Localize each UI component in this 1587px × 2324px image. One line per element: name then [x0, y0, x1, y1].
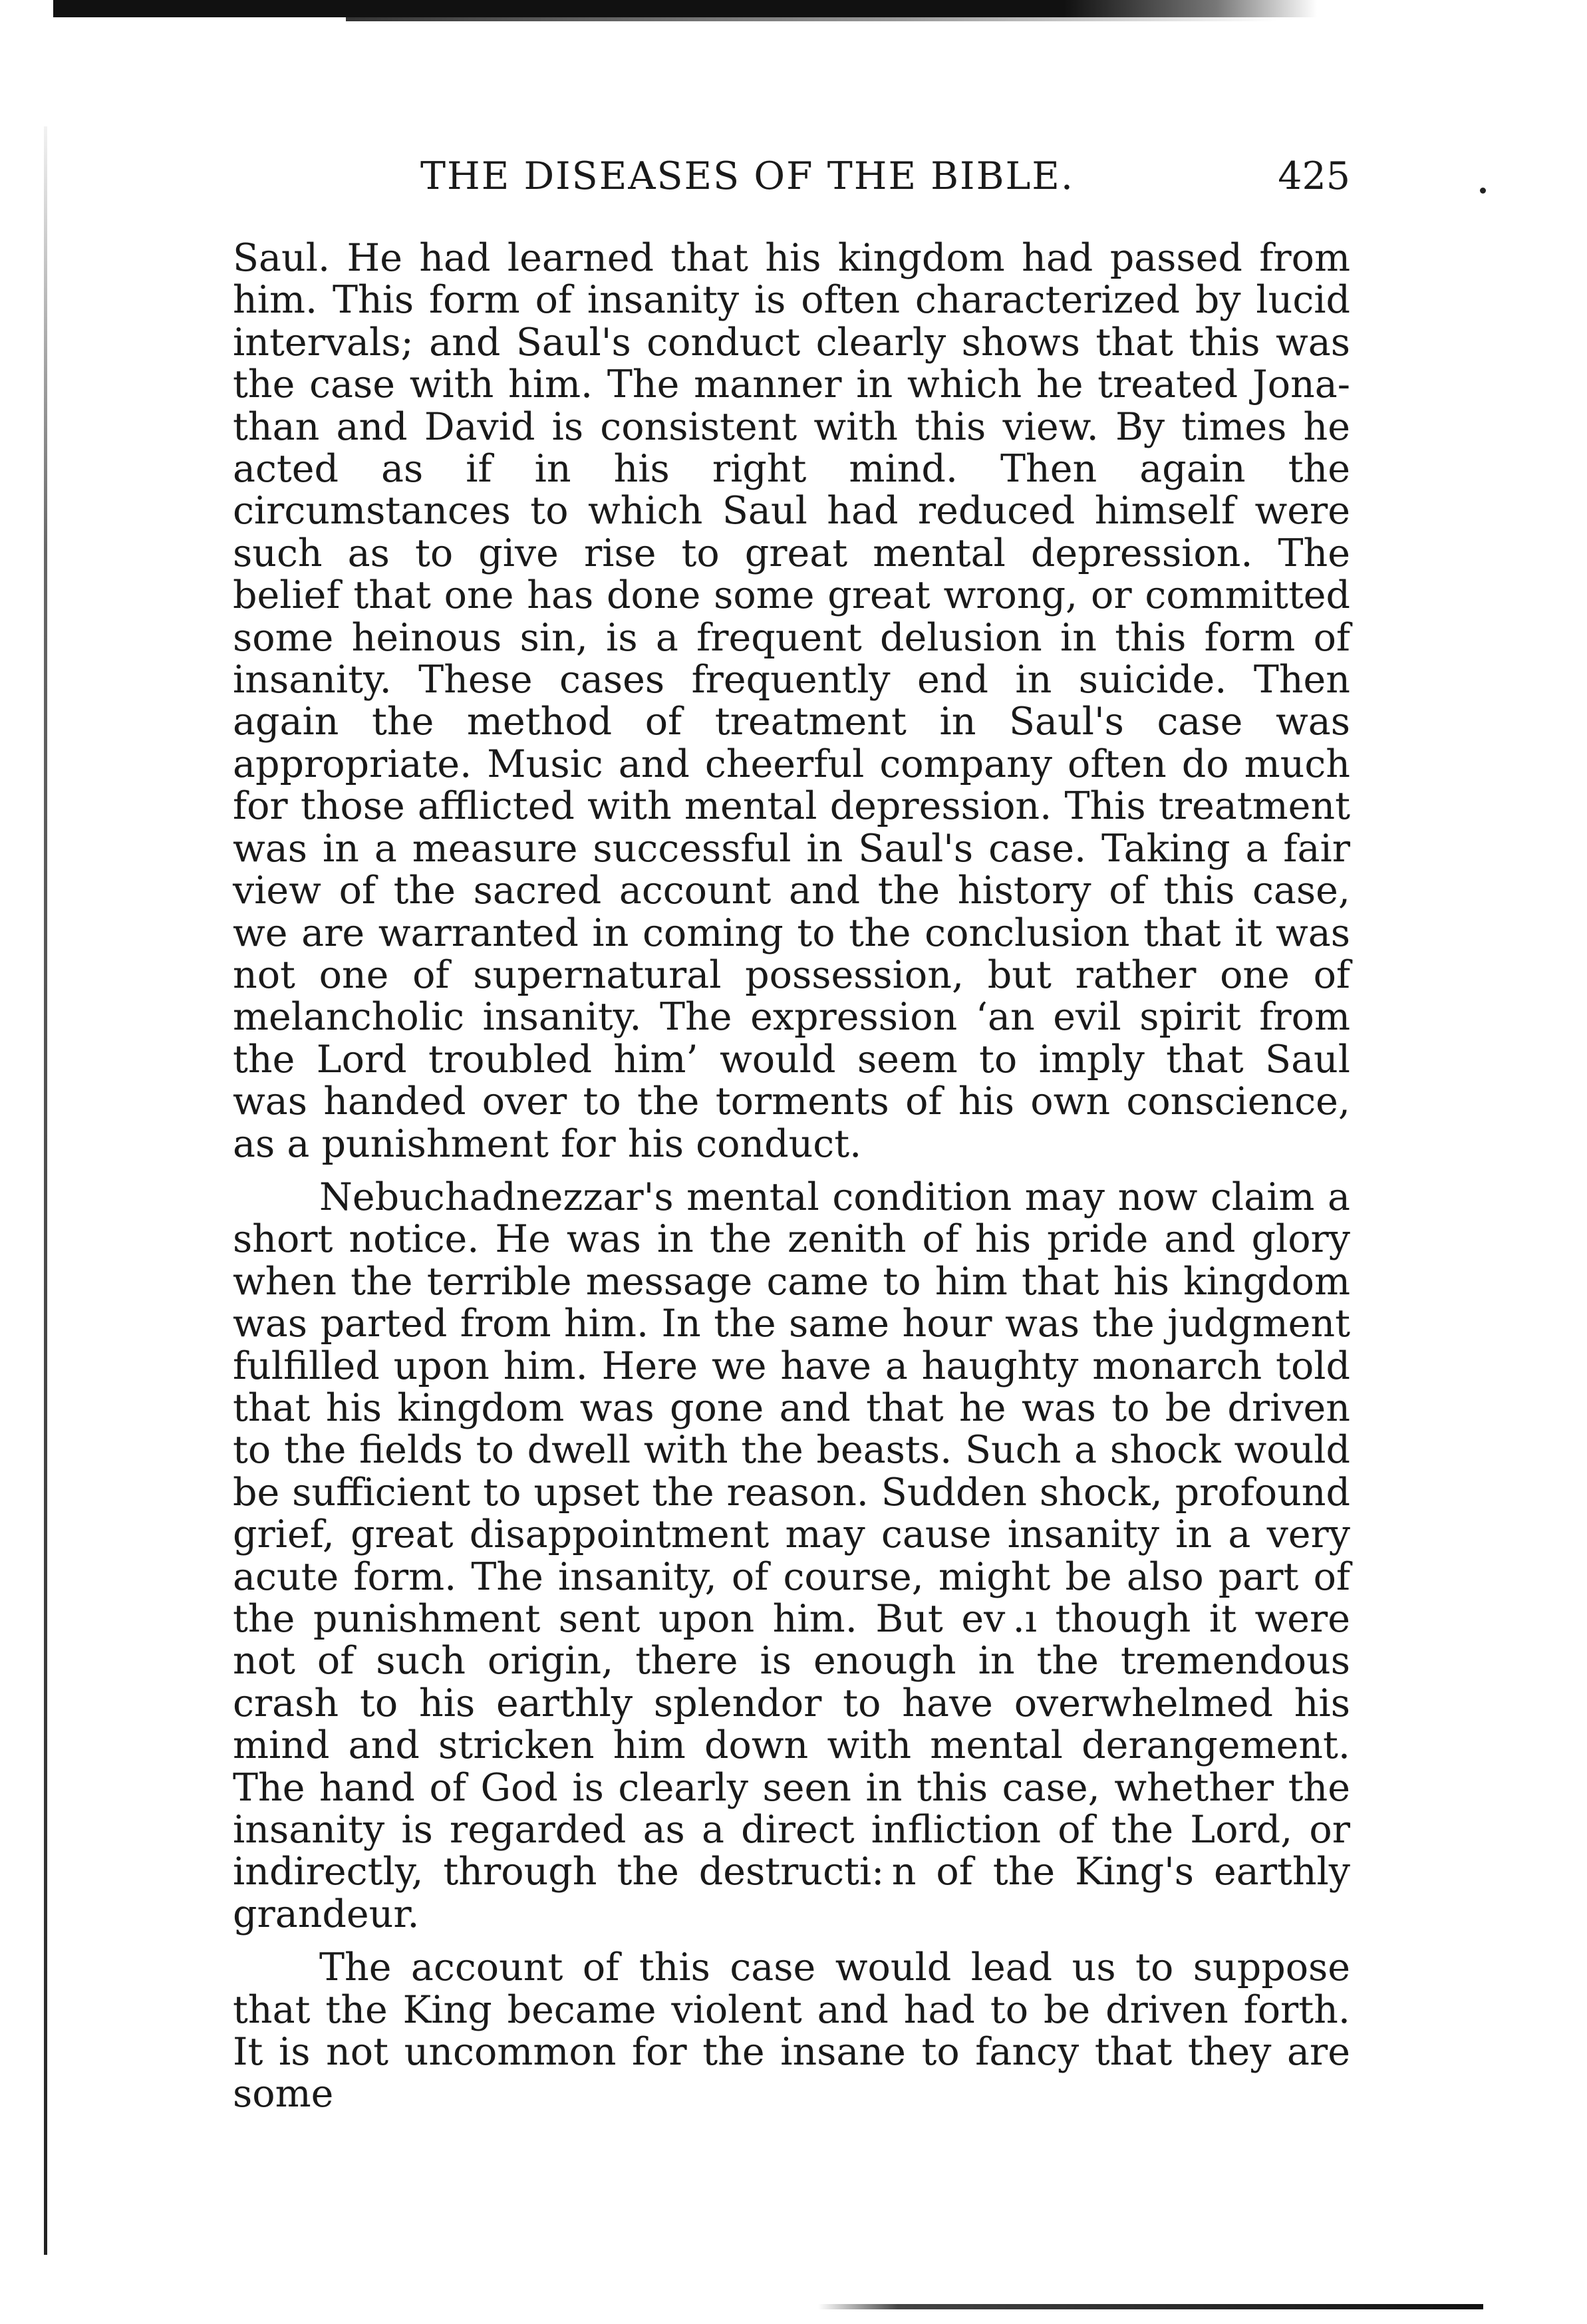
paragraph-king-violent: The account of this case would lead us to suppose that the King became violent and had to be driven forth. It is not uncommon for the insane to fancy that they are some [233, 1946, 1350, 2116]
running-title: THE DISEASES OF THE BIBLE. [420, 154, 1075, 198]
scan-edge-bottom [818, 2304, 1483, 2309]
page-header [233, 154, 1350, 201]
paragraph-nebuchadnezzar: Nebuchadnezzar's mental condition may now claim a short notice. He was in the zenith of his pride and glory when the terrible message came to him that his kingdom was parted from him. In the same hour was the judgment fulfilled upon him. Here we have a haughty monarch told that his kingdom was gone and that he was to be driven to the fields to dwell with the beasts. Such a shock would be sufficient to upset the reason. Sudden shock, profound grief, great disappointment may cause insanity in a very acute form. The insanity, of course, might be also part of the punishment sent upon him. But ev .ı though it were not of such origin, there is enough in the tremendous crash to his earthly splendor to have overwhelmed his mind and stricken him down with mental derangement. The hand of God is clearly seen in this case, whether the insanity is regarded as a direct infliction of the Lord, or indirectly, through the destructi: n of the King's earthly grandeur. [233, 1175, 1350, 1936]
scan-edge-top-secondary [346, 17, 1277, 21]
scan-edge-top [53, 0, 1317, 17]
page-number: 425 [1278, 154, 1350, 198]
body-text [233, 237, 1350, 2116]
scan-speck [1480, 188, 1486, 194]
paragraph-saul: Saul. He had learned that his kingdom had passed from him. This form of insanity is often characterized by lucid intervals; and Saul's conduct clearly shows that this was the case with him. The manner in which he treated Jonathan and David is consistent with this view. By times he acted as if in his right mind. Then again the circumstances to which Saul had reduced himself were such as to give rise to great mental depression. The belief that one has done some great wrong, or committed some heinous sin, is a frequent delusion in this form of insanity. These cases frequently end in suicide. Then again the method of treatment in Saul's case was appropriate. Music and cheerful company often do much for those afflicted with mental depression. This treatment was in a measure successful in Saul's case. Taking a fair view of the sacred account and the history of this case, we are warranted in coming to the conclusion that it was not one of supernatural possession, but rather one of melancholic insanity. The expression ‘an evil spirit from the Lord troubled him’ would seem to imply that Saul was handed over to the torments of his own conscience, as a punishment for his conduct. [233, 236, 1350, 1166]
scan-edge-left [44, 126, 47, 2255]
